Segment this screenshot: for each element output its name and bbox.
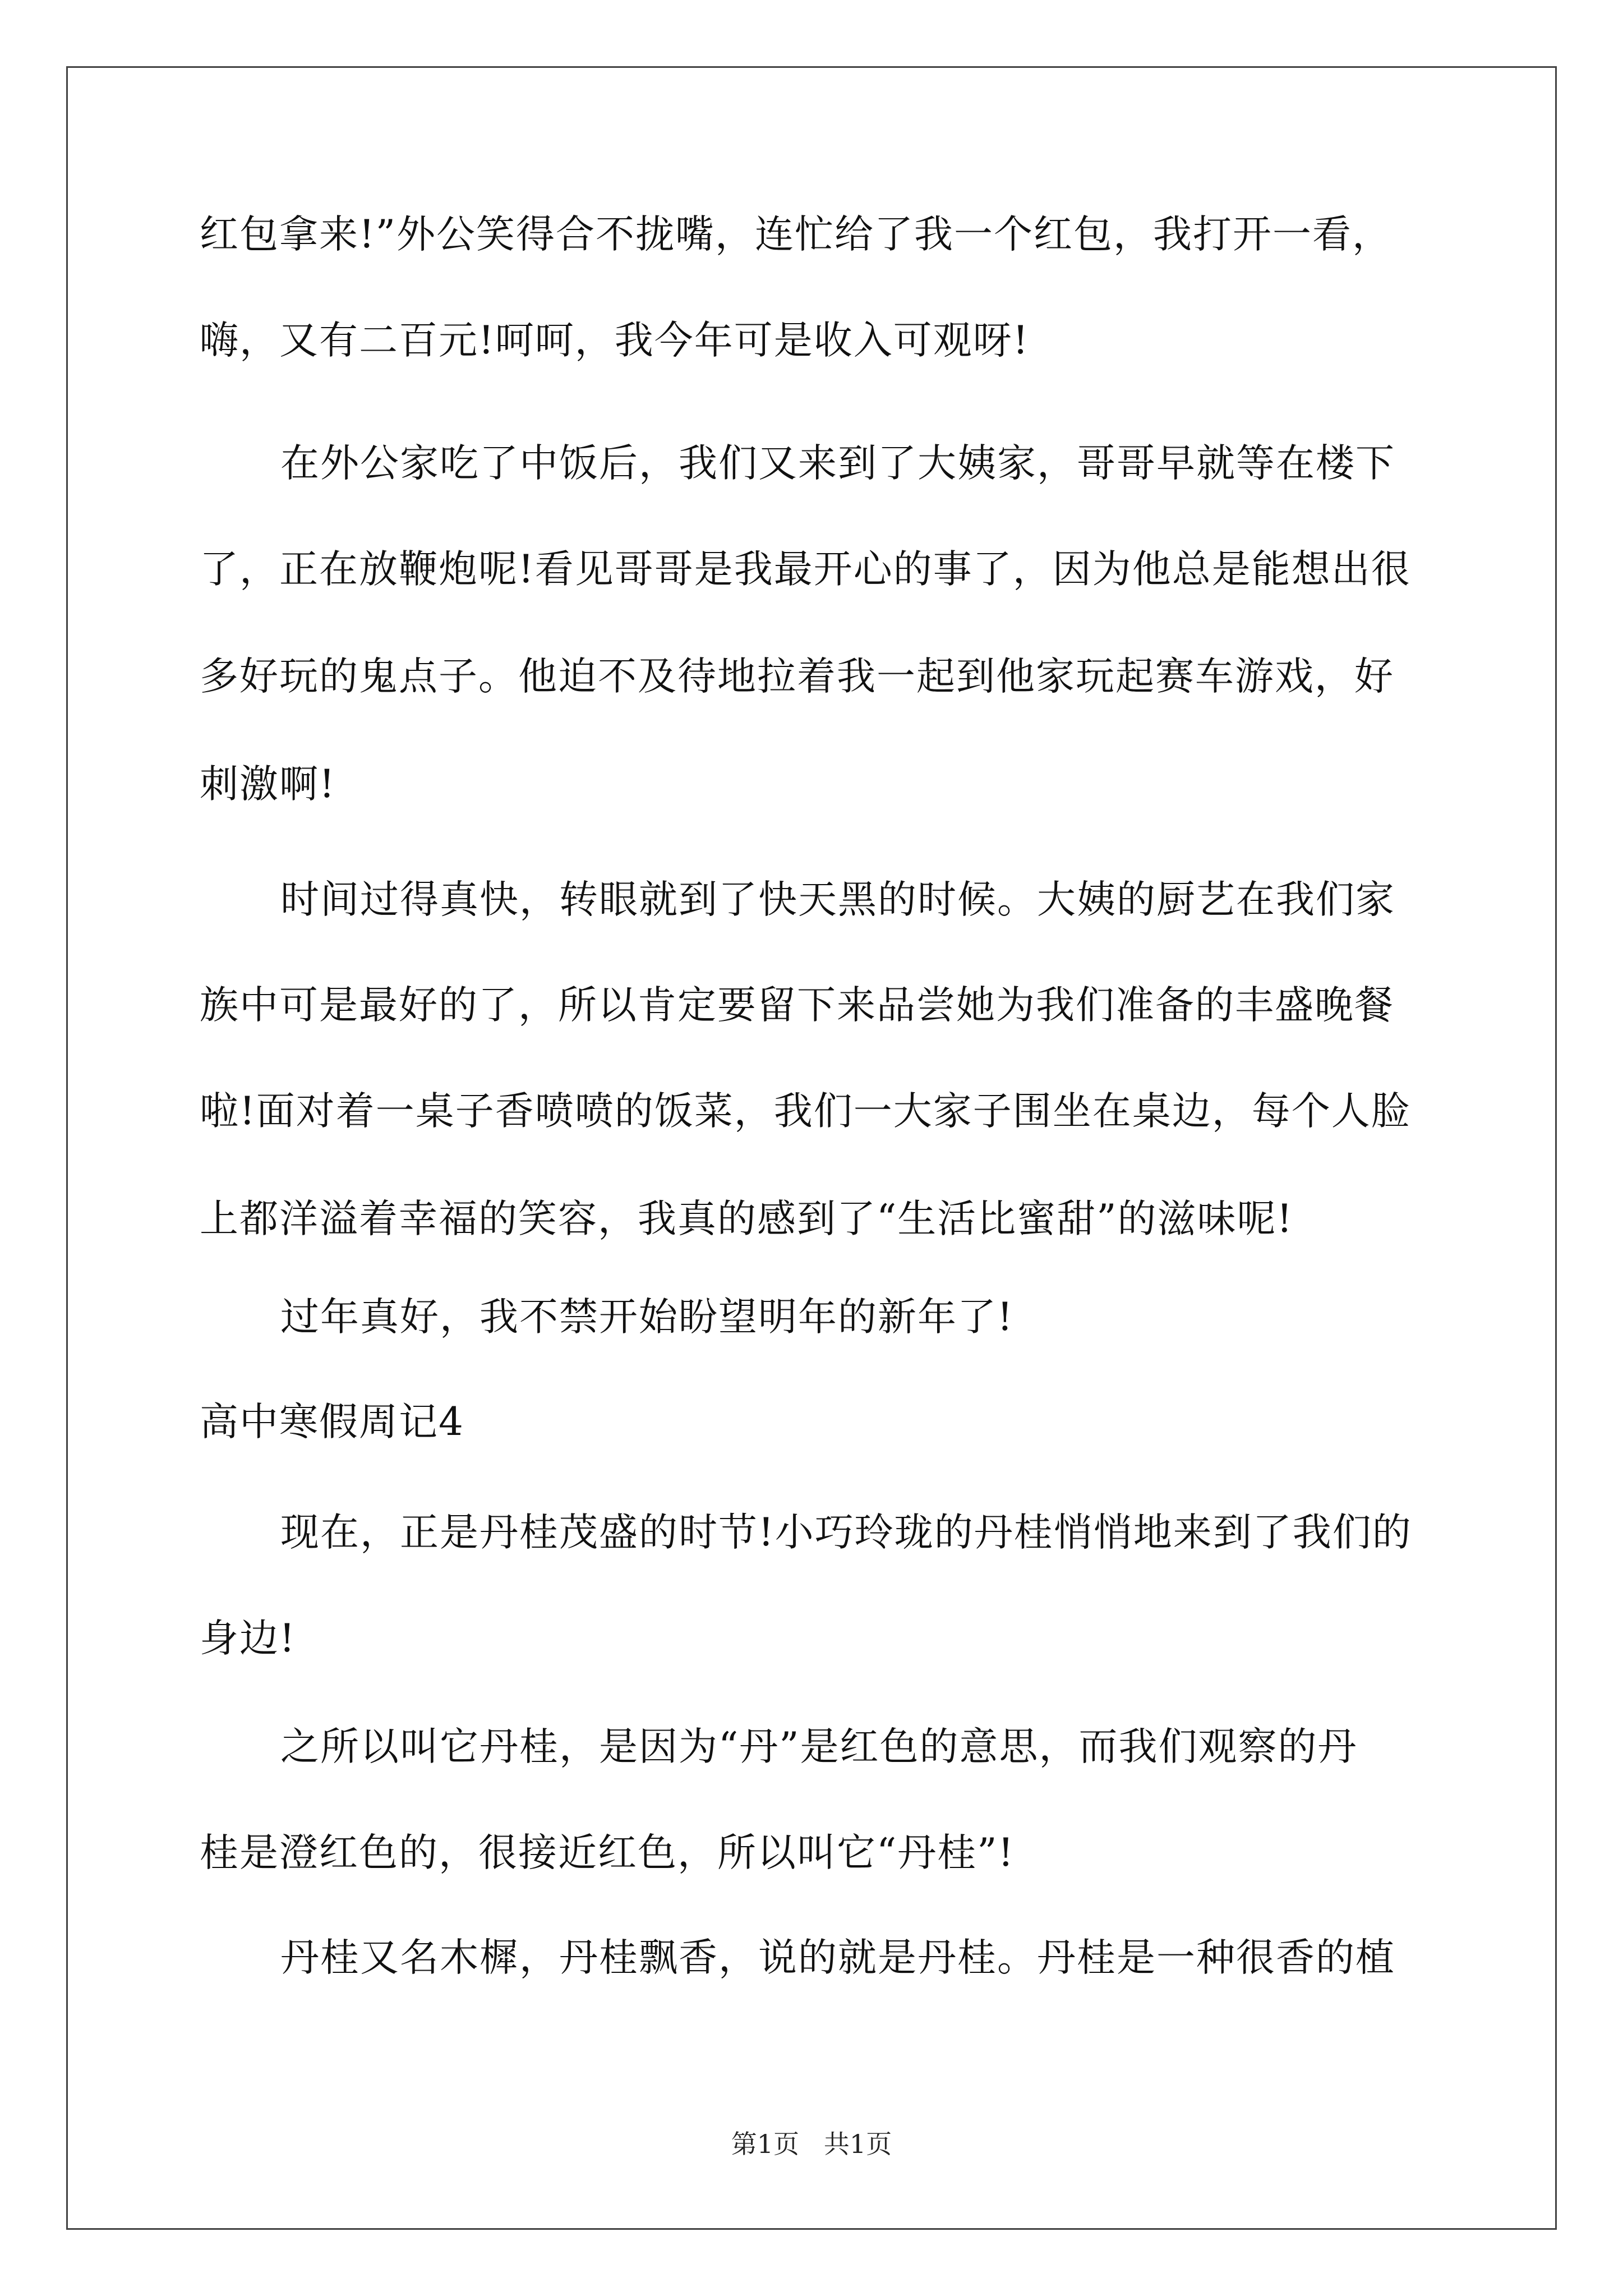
paragraph-first-line: 丹桂又名木樨，丹桂飘香，说的就是丹桂。丹桂是一种很香的植 <box>280 1935 1395 1980</box>
text-line: 多好玩的鬼点子。他迫不及待地拉着我一起到他家玩起赛车游戏，好 <box>200 654 1394 699</box>
paragraph-first-line: 时间过得真快，转眼就到了快天黑的时候。大姨的厨艺在我们家 <box>280 877 1395 922</box>
text-line: 身边! <box>200 1616 296 1661</box>
text-line: 啦!面对着一桌子香喷喷的饭菜，我们一大家子围坐在桌边，每个人脸 <box>200 1089 1411 1134</box>
section-heading: 高中寒假周记4 <box>200 1400 464 1444</box>
text-line: 红包拿来!”外公笑得合不拢嘴，连忙给了我一个红包，我打开一看， <box>200 212 1393 257</box>
paragraph-first-line: 之所以叫它丹桂，是因为“丹”是红色的意思，而我们观察的丹 <box>280 1724 1358 1769</box>
paragraph-first-line: 现在，正是丹桂茂盛的时节!小巧玲珑的丹桂悄悄地来到了我们的 <box>280 1510 1412 1555</box>
text-line: 了，正在放鞭炮呢!看见哥哥是我最开心的事了，因为他总是能想出很 <box>200 547 1411 592</box>
page-border <box>66 66 1557 2230</box>
text-line: 刺激啊! <box>200 762 336 807</box>
paragraph-first-line: 在外公家吃了中饭后，我们又来到了大姨家，哥哥早就等在楼下 <box>280 441 1395 486</box>
page-footer: 第1页 共1页 <box>731 2129 892 2159</box>
text-line: 上都洋溢着幸福的笑容，我真的感到了“生活比蜜甜”的滋味呢! <box>200 1197 1294 1241</box>
text-line: 桂是澄红色的，很接近红色，所以叫它“丹桂”! <box>200 1830 1015 1875</box>
text-line: 族中可是最好的了，所以肯定要留下来品尝她为我们准备的丰盛晚餐 <box>200 983 1394 1028</box>
text-line: 嗨，又有二百元!呵呵，我今年可是收入可观呀! <box>200 318 1030 363</box>
paragraph-first-line: 过年真好，我不禁开始盼望明年的新年了! <box>280 1295 1014 1340</box>
